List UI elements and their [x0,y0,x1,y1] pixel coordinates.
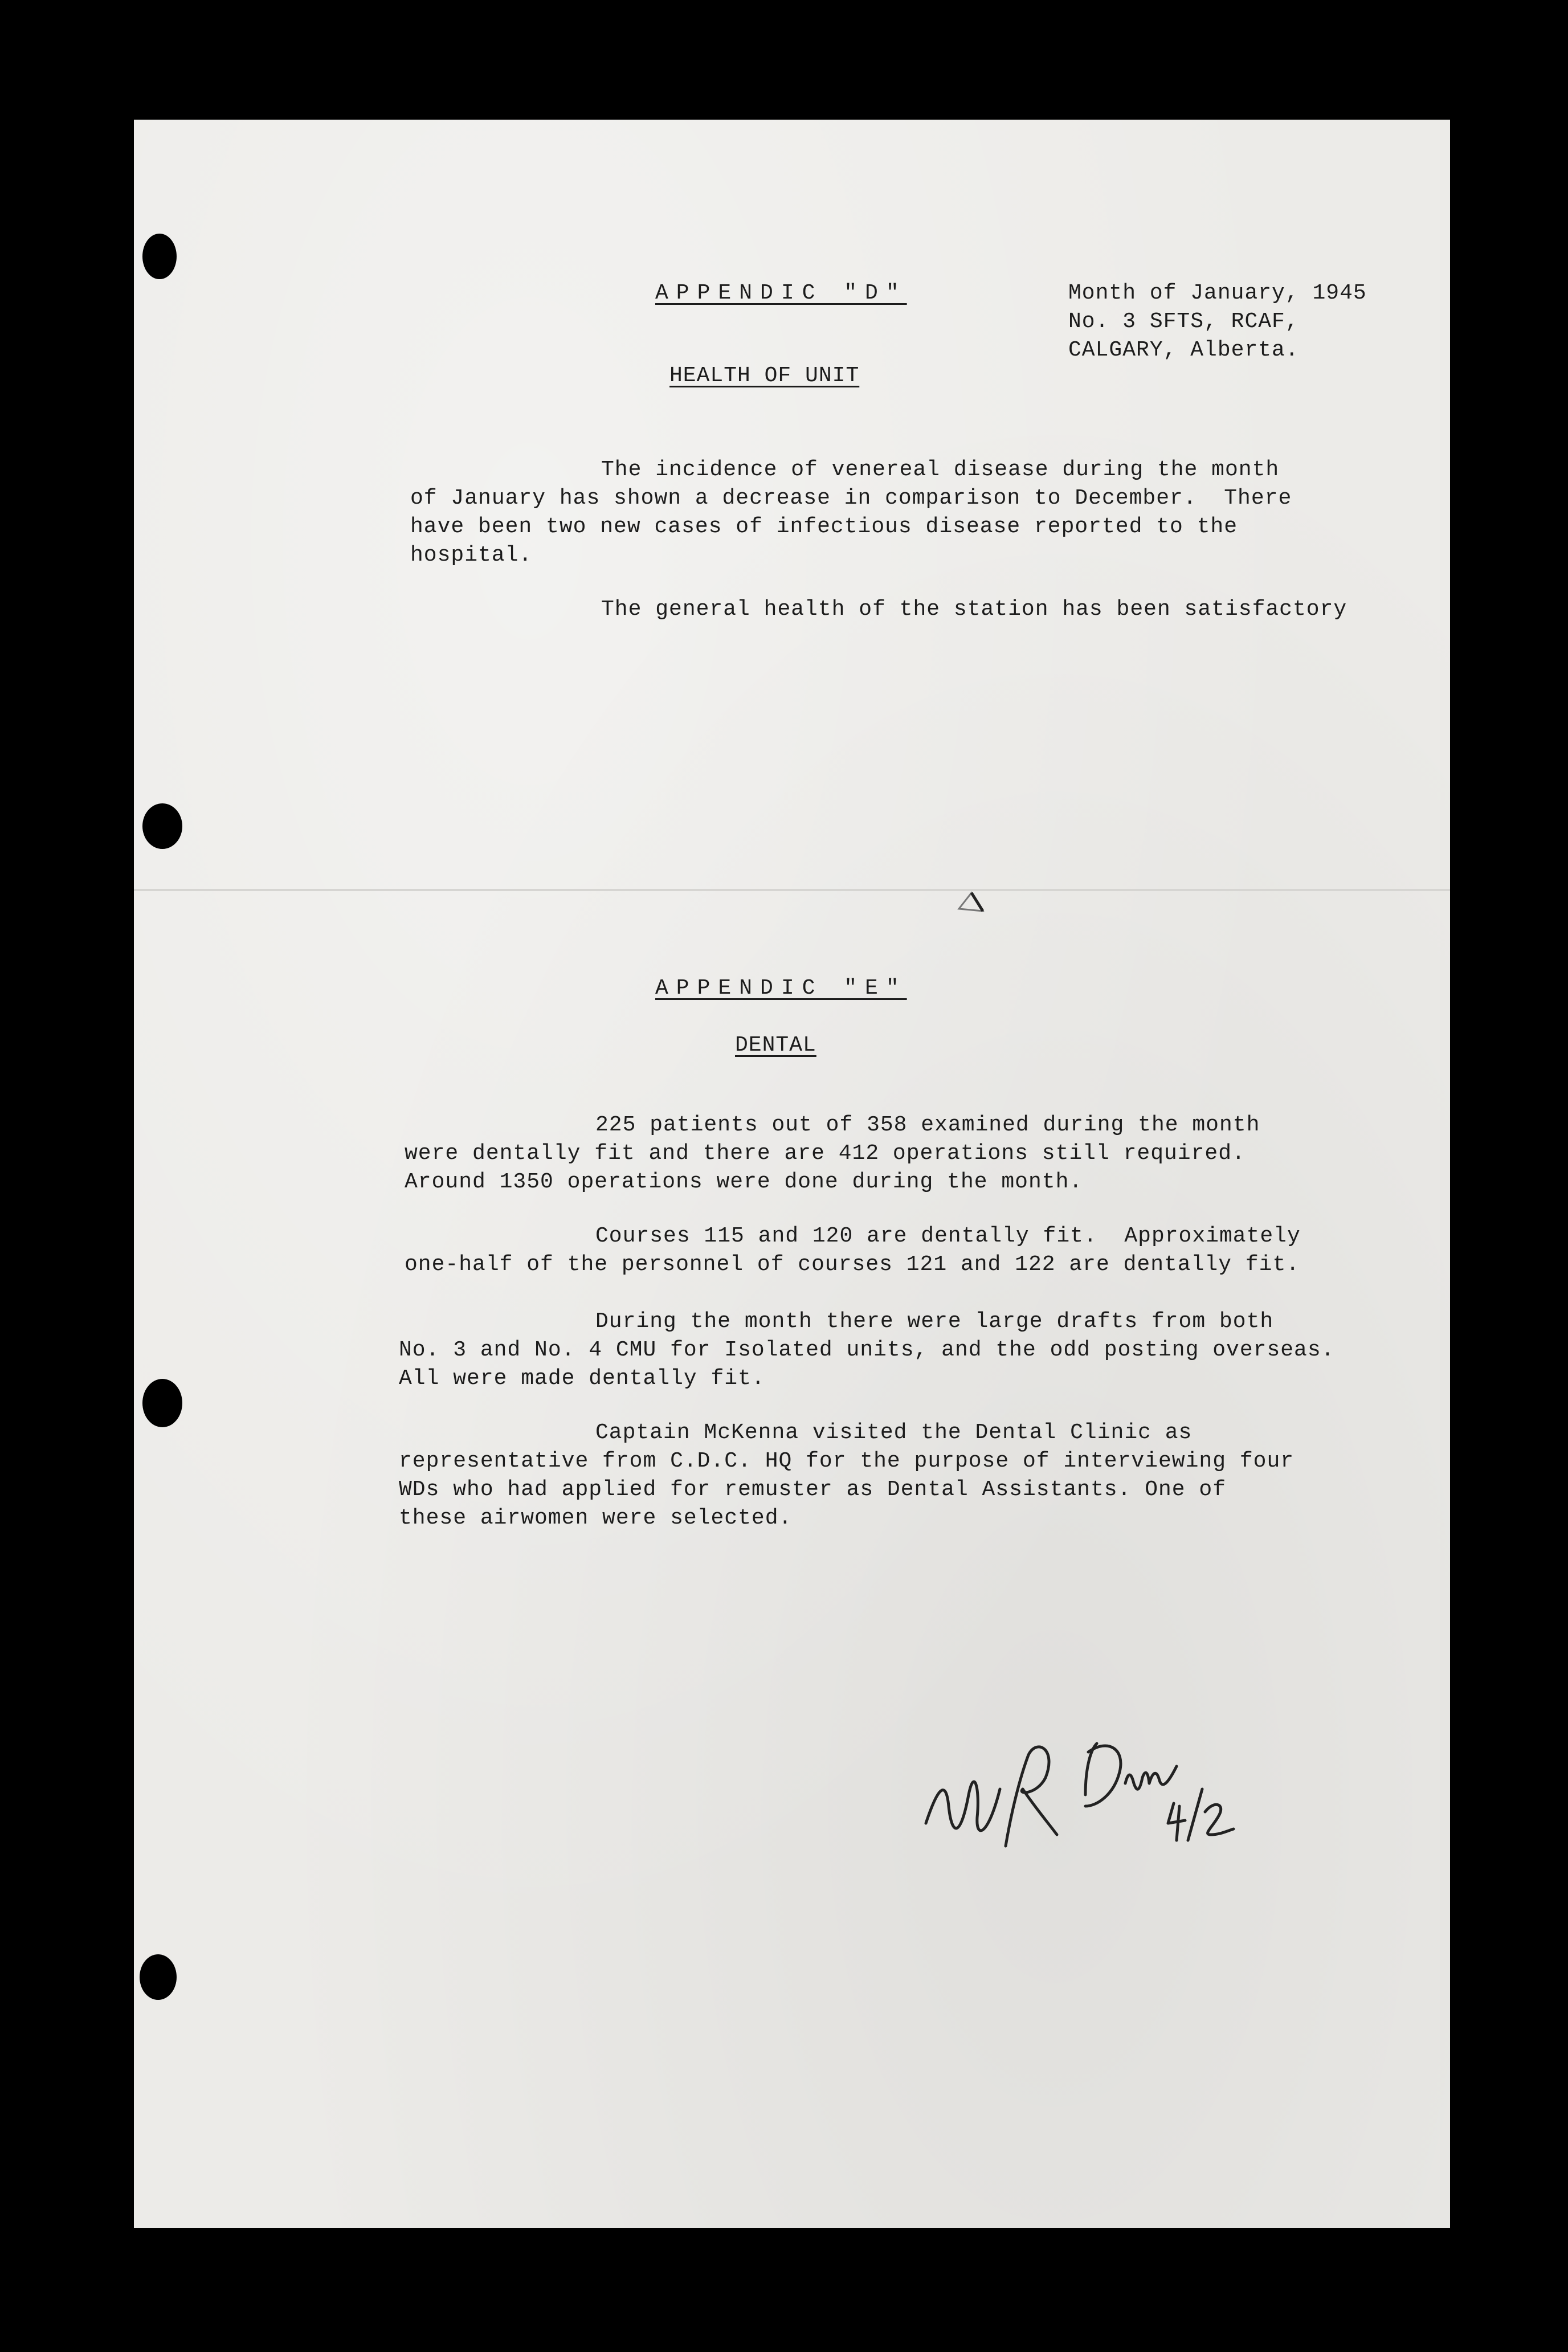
appendix-d-p1-line3: have been two new cases of infectious disease reported to the [410,514,1238,539]
appendix-e-p3-line3: All were made dentally fit. [399,1366,765,1391]
appendix-e-subtitle: DENTAL [735,1033,816,1057]
appendix-e-p4-line2: representative from C.D.C. HQ for the purpose of interviewing four [399,1449,1295,1473]
appendix-e-p4-line4: these airwomen were selected. [399,1506,793,1530]
punch-hole-3 [142,1379,182,1427]
appendix-e-p4-line1: Captain McKenna visited the Dental Clinic as [595,1420,1193,1445]
appendix-e-p2-line2: one-half of the personnel of courses 121 and 122 are dentally fit. [405,1252,1300,1277]
handwritten-signature [914,1726,1245,1897]
appendix-d-p1-line4: hospital. [410,543,533,567]
stain-mark-icon [954,886,989,920]
header-month: Month of January, 1945 [1068,281,1367,305]
appendix-e-p1-line1: 225 patients out of 358 examined during the month [595,1113,1260,1137]
appendix-e-p1-line3: Around 1350 operations were done during the month. [405,1170,1083,1194]
punch-hole-4 [140,1954,177,2000]
appendix-e-p3-line1: During the month there were large drafts from both [595,1309,1274,1334]
page-fold-line [134,889,1450,891]
appendix-d-p1-line1: The incidence of venereal disease during the month [601,458,1280,482]
appendix-d-title: APPENDIC "D" [655,281,907,305]
punch-hole-2 [142,803,182,849]
header-location: CALGARY, Alberta. [1068,338,1299,362]
appendix-e-p2-line1: Courses 115 and 120 are dentally fit. Approximately [595,1224,1301,1248]
punch-hole-1 [142,234,177,279]
appendix-e-p3-line2: No. 3 and No. 4 CMU for Isolated units, and the odd posting overseas. [399,1338,1335,1362]
appendix-e-p4-line3: WDs who had applied for remuster as Dental Assistants. One of [399,1477,1227,1502]
appendix-e-p1-line2: were dentally fit and there are 412 operations still required. [405,1141,1246,1166]
appendix-d-p2-line1: The general health of the station has been satisfactory [601,597,1348,622]
appendix-d-p1-line2: of January has shown a decrease in comparison to December. There [410,486,1292,511]
header-unit: No. 3 SFTS, RCAF, [1068,309,1299,334]
appendix-e-title: APPENDIC "E" [655,976,907,1001]
document-page [134,120,1450,2228]
appendix-d-subtitle: HEALTH OF UNIT [669,364,860,388]
